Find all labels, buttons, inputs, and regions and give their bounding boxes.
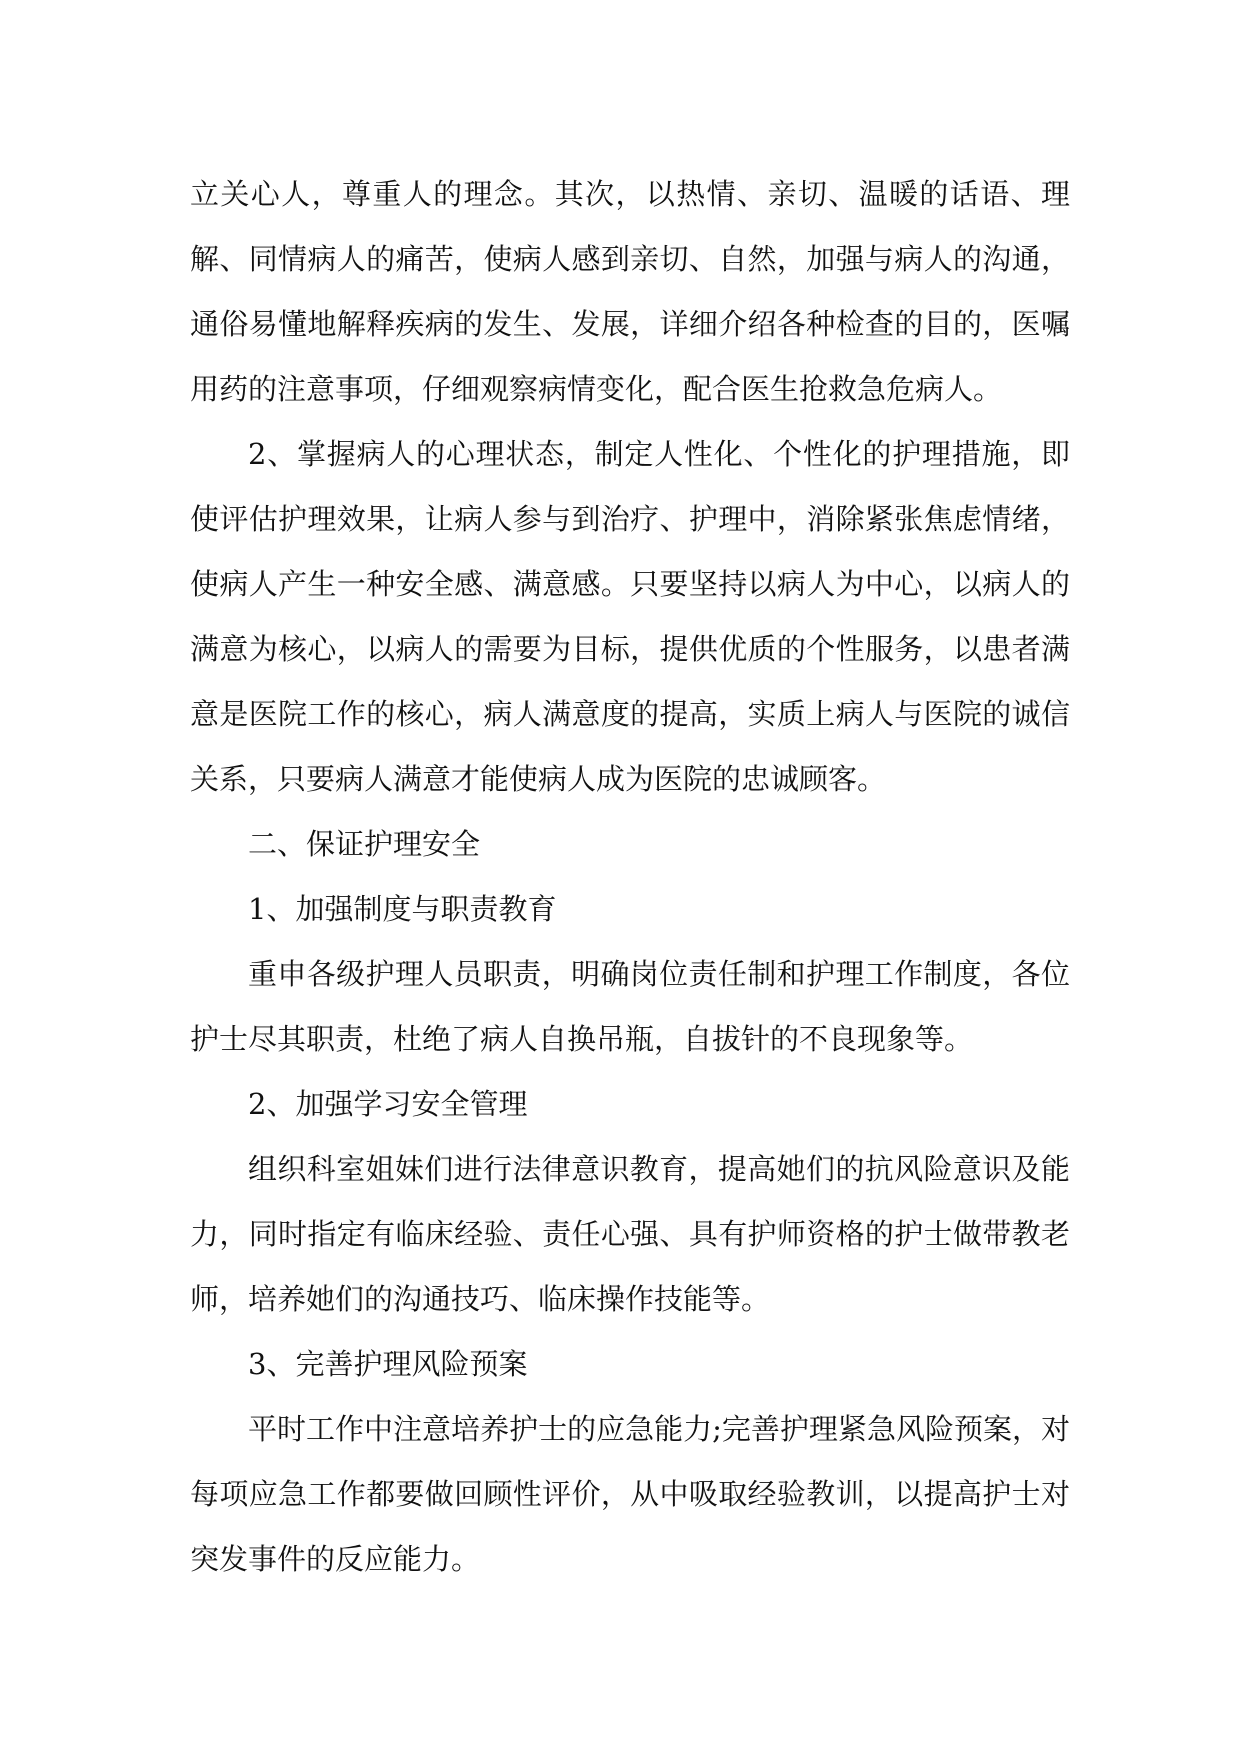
paragraph-continuation: 立关心人，尊重人的理念。其次，以热情、亲切、温暖的话语、理解、同情病人的痛苦，使病人感到亲切、自然，加强与病人的沟通，通俗易懂地解释疾病的发生、发展，详细介绍各种检查的目的，医嘱用药的注意事项，仔细观察病情变化，配合医生抢救急危病人。 — [190, 177, 1070, 406]
document-body — [190, 162, 1070, 1592]
section-heading-safety: 二、保证护理安全 — [248, 827, 481, 861]
paragraph-psychology: 2、掌握病人的心理状态，制定人性化、个性化的护理措施，即使评估护理效果，让病人参与到治疗、护理中，消除紧张焦虑情绪，使病人产生一种安全感、满意感。只要坚持以病人为中心，以病人的满意为核心，以病人的需要为目标，提供优质的个性服务，以患者满意是医院工作的核心，病人满意度的提高，实质上病人与医院的诚信关系，只要病人满意才能使病人成为医院的忠诚顾客。 — [190, 437, 1070, 796]
subheading-safety-management: 2、加强学习安全管理 — [248, 1087, 528, 1121]
subheading-system-education: 1、加强制度与职责教育 — [248, 892, 557, 926]
paragraph-legal-education: 组织科室姐妹们进行法律意识教育，提高她们的抗风险意识及能力，同时指定有临床经验、责任心强、具有护师资格的护士做带教老师，培养她们的沟通技巧、临床操作技能等。 — [190, 1152, 1070, 1316]
paragraph-duties: 重申各级护理人员职责，明确岗位责任制和护理工作制度，各位护士尽其职责，杜绝了病人自换吊瓶，自拔针的不良现象等。 — [190, 957, 1070, 1056]
subheading-risk-plan: 3、完善护理风险预案 — [248, 1347, 528, 1381]
paragraph-emergency: 平时工作中注意培养护士的应急能力;完善护理紧急风险预案，对每项应急工作都要做回顾性评价，从中吸取经验教训，以提高护士对突发事件的反应能力。 — [190, 1412, 1070, 1576]
